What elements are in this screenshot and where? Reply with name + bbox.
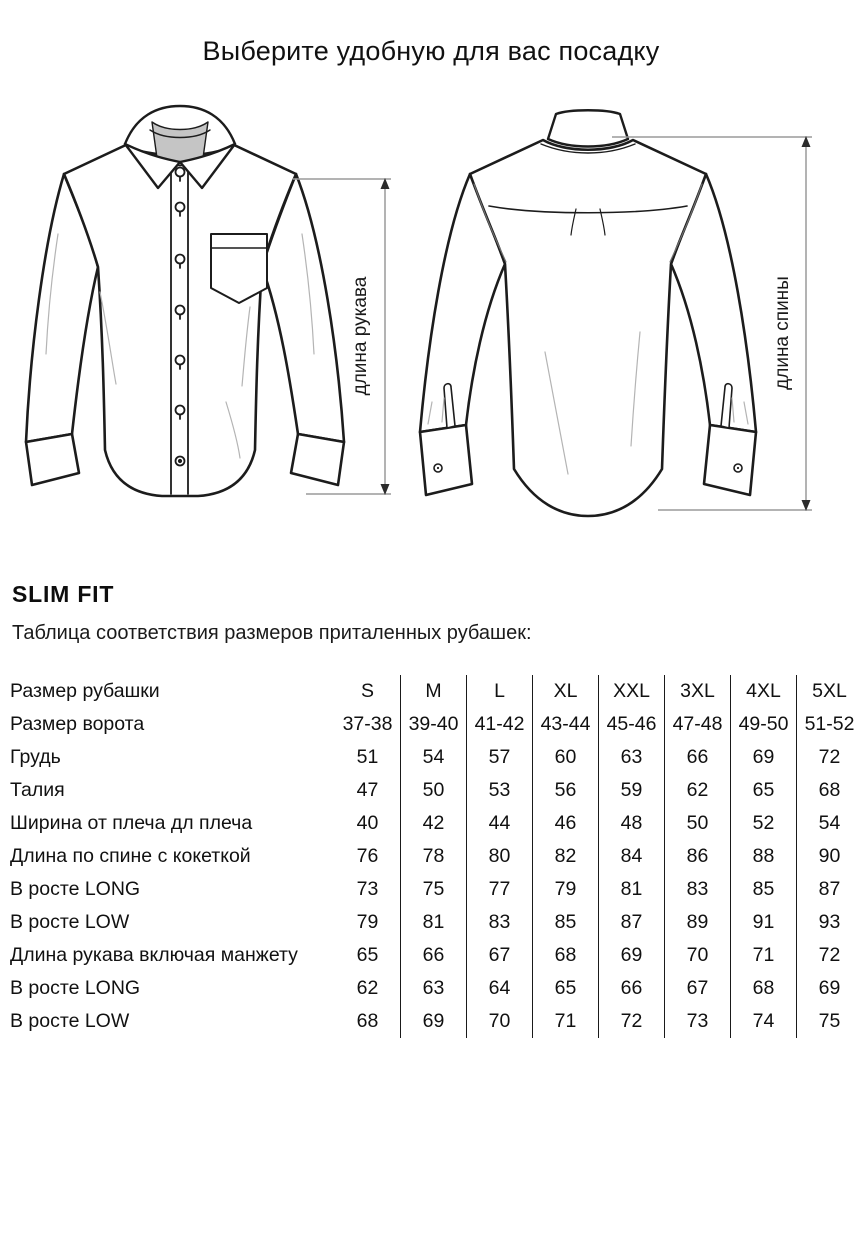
cell: 51 (335, 741, 401, 774)
cell: 47 (335, 774, 401, 807)
cell: 72 (599, 1005, 665, 1038)
cell: 43-44 (533, 708, 599, 741)
cell: 65 (731, 774, 797, 807)
cell: 54 (797, 807, 862, 840)
cell: 49-50 (731, 708, 797, 741)
fit-section-heading: SLIM FIT (12, 581, 862, 608)
cell: 66 (599, 972, 665, 1005)
cell: 50 (665, 807, 731, 840)
row-label: В росте LOW (10, 1005, 335, 1038)
size-col-header: XXL (599, 675, 665, 708)
front-left-cuff (26, 434, 79, 485)
cell: 72 (797, 741, 862, 774)
cell: 60 (533, 741, 599, 774)
row-label: Длина рукава включая манжету (10, 939, 335, 972)
cell: 52 (731, 807, 797, 840)
cell: 81 (599, 873, 665, 906)
cell: 42 (401, 807, 467, 840)
cell: 37-38 (335, 708, 401, 741)
table-row (10, 741, 862, 774)
cell: 65 (335, 939, 401, 972)
cell: 50 (401, 774, 467, 807)
cell: 87 (797, 873, 862, 906)
row-label: Грудь (10, 741, 335, 774)
cell: 44 (467, 807, 533, 840)
row-label: Размер рубашки (10, 675, 335, 708)
page-title: Выберите удобную для вас посадку (0, 36, 862, 67)
table-row (10, 774, 862, 807)
cell: 62 (335, 972, 401, 1005)
cell: 73 (665, 1005, 731, 1038)
cell: 39-40 (401, 708, 467, 741)
size-col-header: XL (533, 675, 599, 708)
row-label: В росте LOW (10, 906, 335, 939)
cell: 91 (731, 906, 797, 939)
row-label: Размер ворота (10, 708, 335, 741)
front-torso (64, 144, 296, 496)
back-collar (548, 110, 628, 146)
cell: 68 (533, 939, 599, 972)
cell: 85 (533, 906, 599, 939)
shirt-back-drawing (420, 110, 756, 516)
cell: 79 (335, 906, 401, 939)
cell: 41-42 (467, 708, 533, 741)
cell: 48 (599, 807, 665, 840)
back-torso (470, 140, 706, 516)
back-left-cuff (420, 425, 472, 495)
cell: 72 (797, 939, 862, 972)
cell: 63 (599, 741, 665, 774)
cell: 73 (335, 873, 401, 906)
cell: 76 (335, 840, 401, 873)
row-label: Ширина от плеча дл плеча (10, 807, 335, 840)
cell: 79 (533, 873, 599, 906)
table-row (10, 1005, 862, 1038)
size-col-header: S (335, 675, 401, 708)
cell: 63 (401, 972, 467, 1005)
cell: 68 (335, 1005, 401, 1038)
shirt-front-drawing (26, 106, 344, 496)
cell: 54 (401, 741, 467, 774)
cell: 46 (533, 807, 599, 840)
size-col-header: M (401, 675, 467, 708)
cell: 40 (335, 807, 401, 840)
size-col-header: 5XL (797, 675, 862, 708)
cell: 83 (467, 906, 533, 939)
cell: 71 (533, 1005, 599, 1038)
cell: 71 (731, 939, 797, 972)
sleeve-length-label: длина рукава (350, 276, 371, 395)
size-table (10, 675, 862, 1038)
cell: 87 (599, 906, 665, 939)
cell: 70 (665, 939, 731, 972)
cell: 69 (599, 939, 665, 972)
back-length-label: длина спины (772, 276, 793, 390)
table-row (10, 807, 862, 840)
size-col-header: L (467, 675, 533, 708)
cell: 64 (467, 972, 533, 1005)
cell: 66 (401, 939, 467, 972)
cell: 67 (665, 972, 731, 1005)
cell: 80 (467, 840, 533, 873)
cell: 68 (731, 972, 797, 1005)
size-col-header: 3XL (665, 675, 731, 708)
cell: 82 (533, 840, 599, 873)
table-row (10, 972, 862, 1005)
cell: 77 (467, 873, 533, 906)
fit-section-subtitle: Таблица соответствия размеров приталенных рубашек: (12, 622, 862, 645)
cell: 59 (599, 774, 665, 807)
cell: 69 (797, 972, 862, 1005)
size-col-header: 4XL (731, 675, 797, 708)
cell: 85 (731, 873, 797, 906)
cell: 69 (401, 1005, 467, 1038)
front-right-cuff (291, 434, 344, 485)
cell: 67 (467, 939, 533, 972)
cell: 70 (467, 1005, 533, 1038)
cell: 65 (533, 972, 599, 1005)
cell: 93 (797, 906, 862, 939)
cell: 75 (797, 1005, 862, 1038)
table-row (10, 840, 862, 873)
table-row (10, 873, 862, 906)
cell: 78 (401, 840, 467, 873)
cell: 83 (665, 873, 731, 906)
cell: 68 (797, 774, 862, 807)
cell: 81 (401, 906, 467, 939)
table-row (10, 906, 862, 939)
cell: 51-52 (797, 708, 862, 741)
cell: 62 (665, 774, 731, 807)
cell: 74 (731, 1005, 797, 1038)
cell: 56 (533, 774, 599, 807)
row-label: Длина по спине с кокеткой (10, 840, 335, 873)
cell: 57 (467, 741, 533, 774)
table-row (10, 939, 862, 972)
cell: 86 (665, 840, 731, 873)
table-row (10, 708, 862, 741)
back-right-cuff (704, 425, 756, 495)
cell: 53 (467, 774, 533, 807)
shirt-measurement-diagram (0, 67, 862, 577)
cell: 45-46 (599, 708, 665, 741)
table-header-row (10, 675, 862, 708)
cell: 84 (599, 840, 665, 873)
cell: 66 (665, 741, 731, 774)
cell: 90 (797, 840, 862, 873)
row-label: Талия (10, 774, 335, 807)
cell: 88 (731, 840, 797, 873)
cell: 69 (731, 741, 797, 774)
cell: 89 (665, 906, 731, 939)
row-label: В росте LONG (10, 873, 335, 906)
front-pocket (211, 234, 267, 303)
cell: 75 (401, 873, 467, 906)
cell: 47-48 (665, 708, 731, 741)
row-label: В росте LONG (10, 972, 335, 1005)
